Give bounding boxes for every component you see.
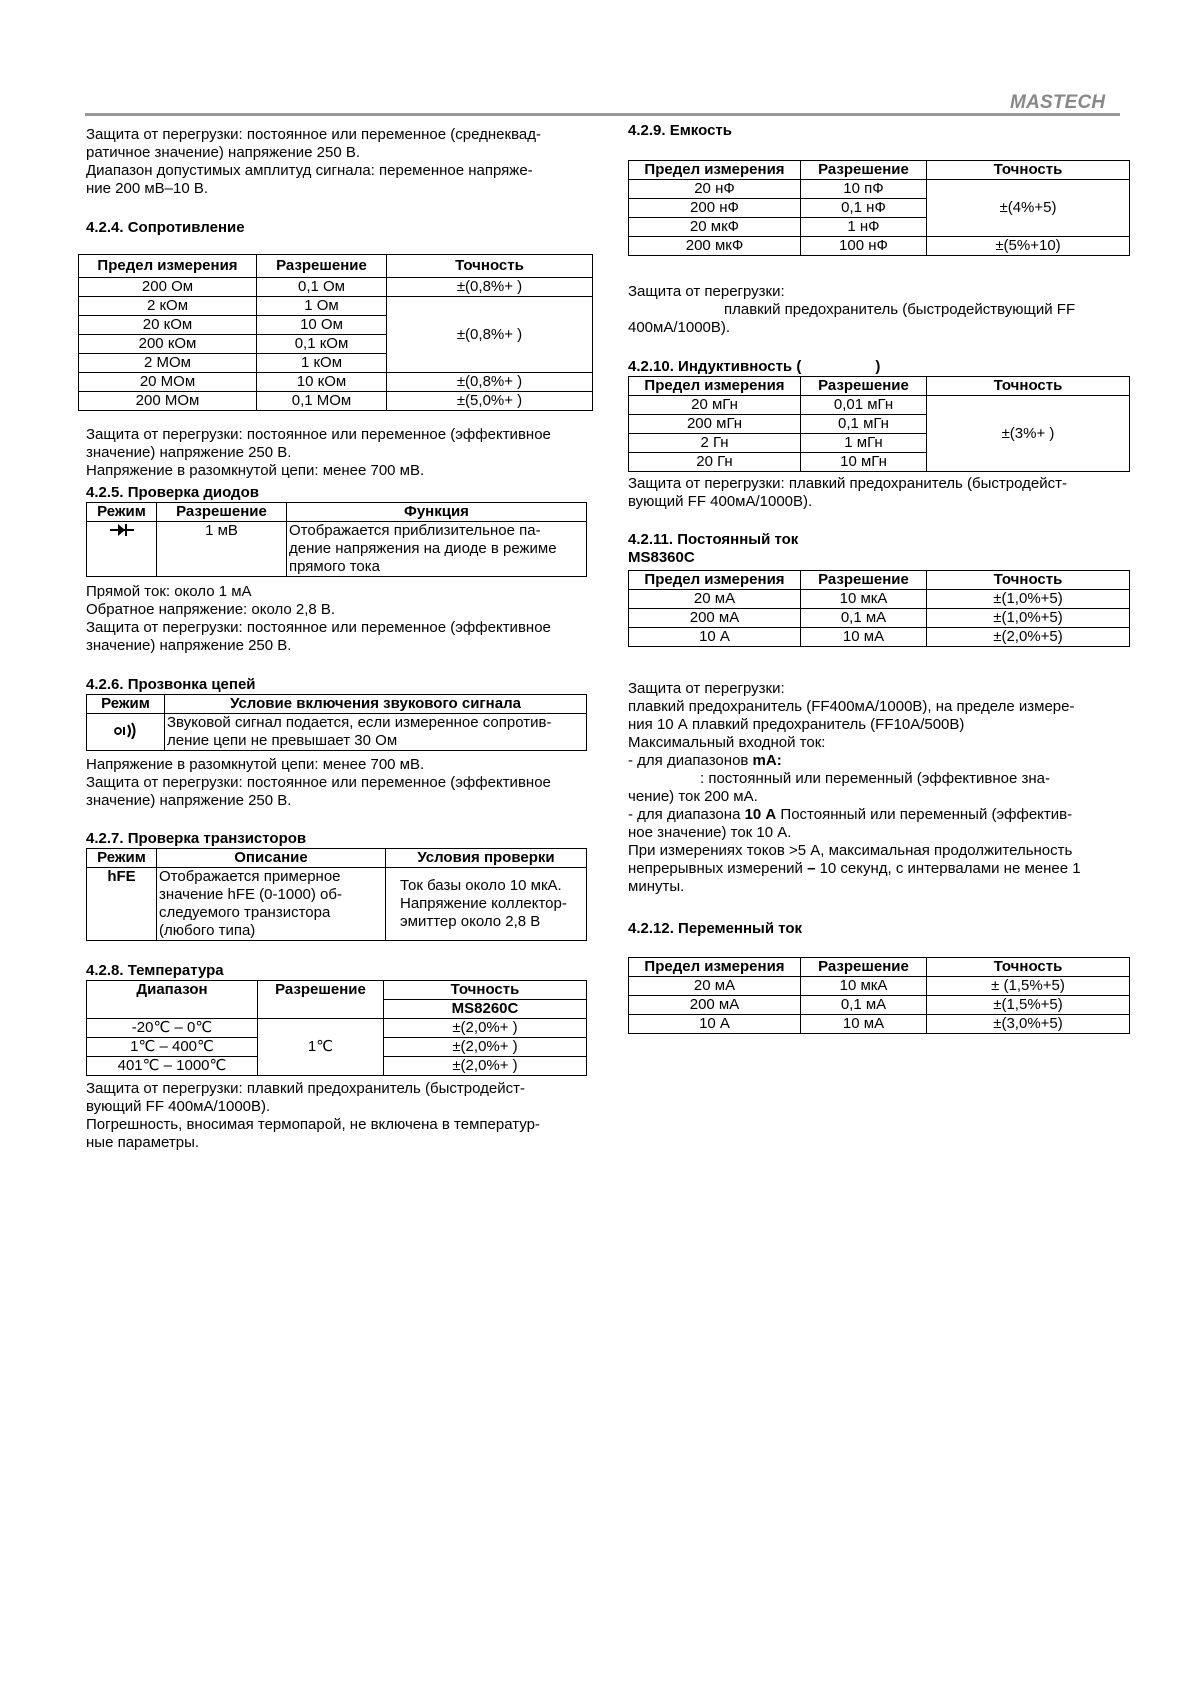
note-line	[628, 806, 1130, 824]
intro-line: Защита от перегрузки: постоянное или переменное (среднеквад-	[86, 126, 541, 143]
cell-description	[157, 868, 386, 941]
cell: 10 А	[629, 628, 801, 647]
note-line: чение) ток 200 мА.	[628, 788, 758, 805]
th-resolution: Разрешение	[801, 958, 927, 977]
conditions-line: Ток базы около 10 мкА.	[400, 877, 562, 894]
inductance-notes	[628, 475, 1128, 511]
cell: 10 мА	[801, 1015, 927, 1034]
th-model: MS8260C	[384, 1000, 587, 1019]
cell: 0,1 мГн	[801, 415, 927, 434]
note-line: Защита от перегрузки: постоянное или переменное (эффективное	[86, 619, 551, 636]
function-line: дение напряжения на диоде в режиме	[289, 540, 557, 557]
cell: ±(5%+10)	[927, 237, 1130, 256]
note-line: Прямой ток: около 1 мА	[86, 583, 252, 600]
cell-mode	[87, 522, 157, 577]
description-line: следуемого транзистора	[159, 904, 331, 921]
resistance-table	[78, 254, 593, 411]
cell: ±(5,0%+ )	[387, 392, 593, 411]
cell: 200 МОм	[79, 392, 257, 411]
table-row	[629, 609, 1130, 628]
capacitance-table	[628, 160, 1130, 256]
note-line: плавкий предохранитель (быстродействующий FF	[724, 301, 1076, 318]
note-line: Обратное напряжение: около 2,8 В.	[86, 601, 336, 618]
function-line: Отображается приблизительное па-	[289, 522, 541, 539]
cell: ±(1,0%+5)	[927, 590, 1130, 609]
th-resolution: Разрешение	[258, 981, 384, 1019]
cell: 10 мкА	[801, 590, 927, 609]
cell: 20 нФ	[629, 180, 801, 199]
cell: 200 Ом	[79, 278, 257, 297]
note-line: Погрешность, вносимая термопарой, не включена в температур-	[86, 1116, 540, 1133]
ac-current-table	[628, 957, 1130, 1034]
temperature-table	[86, 980, 587, 1076]
cell: 0,1 кОм	[257, 335, 387, 354]
cell: ± (1,5%+5)	[927, 977, 1130, 996]
cell: 20 МОм	[79, 373, 257, 392]
table-header-row	[629, 161, 1130, 180]
note-line: Защита от перегрузки: плавкий предохранитель (быстродейст-	[628, 475, 1067, 492]
th-mode: Режим	[87, 695, 165, 714]
table-row	[79, 392, 593, 411]
th-function: Функция	[287, 503, 587, 522]
section-title-diode: 4.2.5. Проверка диодов	[86, 484, 259, 501]
section-title-continuity: 4.2.6. Прозвонка цепей	[86, 676, 256, 693]
th-resolution: Разрешение	[257, 255, 387, 278]
cell: ±(1,0%+5)	[927, 609, 1130, 628]
th-description: Описание	[157, 849, 386, 868]
table-header-row	[87, 695, 587, 714]
note-text: непрерывных измерений	[628, 860, 808, 877]
cell: 0,1 мА	[801, 996, 927, 1015]
cell: 10 мА	[801, 628, 927, 647]
cell: 200 мГн	[629, 415, 801, 434]
table-row	[629, 1015, 1130, 1034]
cell: 1 Ом	[257, 297, 387, 316]
note-bold: mA:	[752, 752, 782, 769]
cell-conditions	[386, 868, 587, 941]
note-line: При измерениях токов >5 А, максимальная продолжительность	[628, 842, 1073, 859]
note-line: 400мА/1000В).	[628, 319, 731, 336]
note-line: вующий FF 400мА/1000В).	[86, 1098, 271, 1115]
note-bold: 10 А	[744, 806, 777, 823]
table-header-row	[87, 503, 587, 522]
function-line: прямого тока	[289, 558, 381, 575]
cell-merged: 1℃	[258, 1019, 384, 1076]
cell-merged: ±(0,8%+ )	[387, 297, 593, 373]
note-line: плавкий предохранитель (FF400мА/1000В), на пределе измере-	[628, 698, 1075, 715]
note-bold: –	[807, 860, 816, 877]
cell: 0,1 МОм	[257, 392, 387, 411]
description-line: значение hFE (0-1000) об-	[159, 886, 342, 903]
cell: -20℃ – 0℃	[87, 1019, 258, 1038]
note-line: Защита от перегрузки: постоянное или переменное (эффективное	[86, 774, 551, 791]
left-intro	[86, 126, 591, 198]
dc-current-notes	[628, 680, 1130, 896]
note-line: Максимальный входной ток:	[628, 734, 826, 751]
intro-line: Диапазон допустимых амплитуд сигнала: переменное напряже-	[86, 162, 533, 179]
cell: 0,1 мА	[801, 609, 927, 628]
section-title-transistor: 4.2.7. Проверка транзисторов	[86, 830, 307, 847]
note-line: Напряжение в разомкнутой цепи: менее 700 мВ.	[86, 462, 425, 479]
note-line: Защита от перегрузки:	[628, 283, 785, 300]
cell: 200 нФ	[629, 199, 801, 218]
note-line: минуты.	[628, 878, 685, 895]
table-row	[87, 868, 587, 941]
dc-current-model: MS8360C	[628, 549, 695, 566]
continuity-table	[86, 694, 587, 751]
cell: 1℃ – 400℃	[87, 1038, 258, 1057]
table-row	[629, 396, 1130, 415]
table-row	[629, 237, 1130, 256]
cell: ±(3,0%+5)	[927, 1015, 1130, 1034]
table-header-row	[87, 849, 587, 868]
section-title-temperature: 4.2.8. Температура	[86, 962, 224, 979]
cell: 200 мкФ	[629, 237, 801, 256]
cell: ±(2,0%+ )	[384, 1057, 587, 1076]
section-title-ac-current: 4.2.12. Переменный ток	[628, 920, 803, 937]
cell: 10 мГн	[801, 453, 927, 472]
section-title-inductance	[628, 358, 888, 376]
cell: ±(0,8%+ )	[387, 373, 593, 392]
th-accuracy: Точность	[384, 981, 587, 1000]
note-text: Постоянный или переменный (эффектив-	[776, 806, 1073, 823]
cell-mode: hFE	[87, 868, 157, 941]
table-row	[79, 297, 593, 316]
th-resolution: Разрешение	[801, 571, 927, 590]
th-mode: Режим	[87, 849, 157, 868]
conditions-line: Напряжение коллектор-	[400, 895, 567, 912]
cell: ±(2,0%+5)	[927, 628, 1130, 647]
note-line: Защита от перегрузки:	[628, 680, 785, 697]
th-range: Предел измерения	[79, 255, 257, 278]
cell-condition	[165, 714, 587, 751]
th-accuracy: Точность	[927, 958, 1130, 977]
section-title-capacitance: 4.2.9. Емкость	[628, 122, 732, 139]
table-row	[87, 522, 587, 577]
cell: 200 мА	[629, 609, 801, 628]
cell-resolution: 1 мВ	[157, 522, 287, 577]
cell: 1 мГн	[801, 434, 927, 453]
intro-line: ратичное значение) напряжение 250 В.	[86, 144, 361, 161]
cell: 200 мА	[629, 996, 801, 1015]
note-line: значение) напряжение 250 В.	[86, 792, 292, 809]
section-title-resistance: 4.2.4. Сопротивление	[86, 219, 245, 236]
cell: 200 кОм	[79, 335, 257, 354]
dc-current-table	[628, 570, 1130, 647]
th-resolution: Разрешение	[157, 503, 287, 522]
diode-icon	[109, 522, 135, 538]
th-mode: Режим	[87, 503, 157, 522]
note-line: ния 10 А плавкий предохранитель (FF10A/500В)	[628, 716, 965, 733]
cell: 10 кОм	[257, 373, 387, 392]
th-conditions: Условия проверки	[386, 849, 587, 868]
table-row	[79, 373, 593, 392]
table-header-row	[79, 255, 593, 278]
cell-function	[287, 522, 587, 577]
cell: 20 мА	[629, 590, 801, 609]
header-rule	[85, 113, 1120, 116]
cell: ±(0,8%+ )	[387, 278, 593, 297]
cell-mode	[87, 714, 165, 751]
temperature-notes	[86, 1080, 586, 1152]
cell: 401℃ – 1000℃	[87, 1057, 258, 1076]
th-range: Предел измерения	[629, 958, 801, 977]
cell: 20 мкФ	[629, 218, 801, 237]
cell: 20 Гн	[629, 453, 801, 472]
cell-merged: ±(3%+ )	[927, 396, 1130, 472]
note-line	[628, 860, 1130, 878]
transistor-table	[86, 848, 587, 941]
conditions-line: эмиттер около 2,8 В	[400, 913, 541, 930]
cell: 0,1 Ом	[257, 278, 387, 297]
table-row	[629, 628, 1130, 647]
inductance-title: 4.2.10. Индуктивность (	[628, 358, 802, 375]
th-accuracy: Точность	[927, 161, 1130, 180]
cell-merged: ±(4%+5)	[927, 180, 1130, 237]
cell: 10 А	[629, 1015, 801, 1034]
description-line: Отображается примерное	[159, 868, 341, 885]
th-accuracy: Точность	[927, 377, 1130, 396]
resistance-notes	[86, 426, 596, 480]
note-text: - для диапазона	[628, 806, 745, 823]
note-line: вующий FF 400мА/1000В).	[628, 493, 813, 510]
th-resolution: Разрешение	[801, 377, 927, 396]
note-line: Напряжение в разомкнутой цепи: менее 700 мВ.	[86, 756, 425, 773]
inductance-title-close: )	[875, 358, 881, 375]
table-row	[629, 180, 1130, 199]
cell: 1 нФ	[801, 218, 927, 237]
inductance-table	[628, 376, 1130, 472]
cell: 20 мА	[629, 977, 801, 996]
description-line: (любого типа)	[159, 922, 256, 939]
note-line: : постоянный или переменный (эффективное зна-	[700, 770, 1050, 787]
diode-notes	[86, 583, 596, 655]
continuity-notes	[86, 756, 596, 810]
th-resolution: Разрешение	[801, 161, 927, 180]
brand-logo: MASTECH	[1010, 92, 1106, 113]
cell: 10 мкА	[801, 977, 927, 996]
th-range: Диапазон	[87, 981, 258, 1019]
table-row	[79, 278, 593, 297]
th-accuracy: Точность	[927, 571, 1130, 590]
cell: 0,01 мГн	[801, 396, 927, 415]
cell: 0,1 нФ	[801, 199, 927, 218]
note-line: ные параметры.	[86, 1134, 200, 1151]
table-row	[629, 590, 1130, 609]
intro-line: ние 200 мВ–10 В.	[86, 180, 209, 197]
capacitance-notes	[628, 283, 1128, 337]
note-line: Защита от перегрузки: постоянное или переменное (эффективное	[86, 426, 551, 443]
note-line: ное значение) ток 10 А.	[628, 824, 792, 841]
cell: ±(1,5%+5)	[927, 996, 1130, 1015]
cell: 100 нФ	[801, 237, 927, 256]
th-condition: Условие включения звукового сигнала	[165, 695, 587, 714]
cell: ±(2,0%+ )	[384, 1038, 587, 1057]
cell: 2 МОм	[79, 354, 257, 373]
note-line	[628, 752, 1130, 770]
cell: 2 кОм	[79, 297, 257, 316]
cell: 2 Гн	[629, 434, 801, 453]
note-line: значение) напряжение 250 В.	[86, 637, 292, 654]
table-header-row	[87, 981, 587, 1000]
note-text: 10 секунд, с интервалами не менее 1	[815, 860, 1081, 877]
table-row	[87, 1019, 587, 1038]
table-row	[87, 714, 587, 751]
cell: 10 пФ	[801, 180, 927, 199]
condition-line: Звуковой сигнал подается, если измеренное сопротив-	[167, 714, 552, 731]
cell: 20 мГн	[629, 396, 801, 415]
table-row	[629, 996, 1130, 1015]
condition-line: ление цепи не превышает 30 Ом	[167, 732, 398, 749]
th-range: Предел измерения	[629, 571, 801, 590]
table-header-row	[629, 958, 1130, 977]
note-line: значение) напряжение 250 В.	[86, 444, 292, 461]
cell: 20 кОм	[79, 316, 257, 335]
note-line: Защита от перегрузки: плавкий предохранитель (быстродейст-	[86, 1080, 525, 1097]
buzzer-icon	[113, 721, 139, 739]
table-row	[629, 977, 1130, 996]
diode-table	[86, 502, 587, 577]
note-text: - для диапазонов	[628, 752, 753, 769]
cell: ±(2,0%+ )	[384, 1019, 587, 1038]
cell: 10 Ом	[257, 316, 387, 335]
cell: 1 кОм	[257, 354, 387, 373]
th-range: Предел измерения	[629, 161, 801, 180]
table-header-row	[629, 377, 1130, 396]
th-range: Предел измерения	[629, 377, 801, 396]
th-accuracy: Точность	[387, 255, 593, 278]
table-header-row	[629, 571, 1130, 590]
section-title-dc-current: 4.2.11. Постоянный ток	[628, 531, 799, 548]
